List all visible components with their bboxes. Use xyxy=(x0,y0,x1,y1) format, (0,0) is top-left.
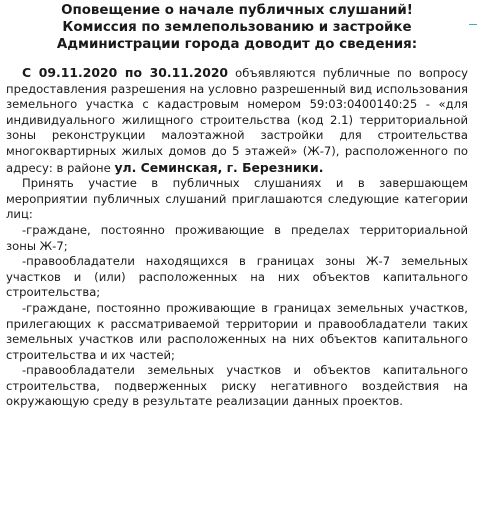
notice-document xyxy=(6,2,468,410)
heading-line-3: Администрации города доводит до сведения: xyxy=(56,37,418,52)
lead-paragraph xyxy=(6,65,468,176)
category-item: -правообладатели земельных участков и объектов капитального строительства, подверженных риску негативного воздействия на окружающую среду в результате реализации данных проектов. xyxy=(6,363,468,409)
notice-heading xyxy=(6,2,468,53)
heading-line-2: Комиссия по землепользованию и застройке xyxy=(62,20,412,35)
invitation-paragraph: Принять участие в публичных слушаниях и в завершающем мероприятии публичных слушаний приглашаются следующие категории лиц: xyxy=(6,176,468,222)
hearing-address: ул. Семинская, г. Березники. xyxy=(114,159,324,175)
edge-marker-line xyxy=(469,24,477,25)
heading-line-1: Оповещение о начале публичных слушаний! xyxy=(61,3,413,18)
category-item: -правообладатели находящихся в границах зоны Ж-7 земельных участков и (или) расположенных на них объектов капитального строительства; xyxy=(6,254,468,300)
category-item: -граждане, постоянно проживающие в пределах территориальной зоны Ж-7; xyxy=(6,222,468,253)
category-item: -граждане, постоянно проживающие в границах земельных участков, прилегающих к рассматриваемой территории и правообладатели таких земельных участков или расположенных на них объектов капитального строительства и их частей; xyxy=(6,300,468,362)
hearing-dates: С 09.11.2020 по 30.11.2020 xyxy=(22,65,229,80)
lead-text: объявляются публичные по вопросу предоставления разрешения на условно разрешенный вид использования земельного участка с кадастровым номером 59:03:0400140:25 - «для индивидуального жилищного строительства (код 2.1) территориальной зоны реконструкции малоэтажной застройки для строительства многоквартирных жилых домов до 5 этажей» (Ж-7), расположенного по адресу: в районе xyxy=(6,66,468,175)
